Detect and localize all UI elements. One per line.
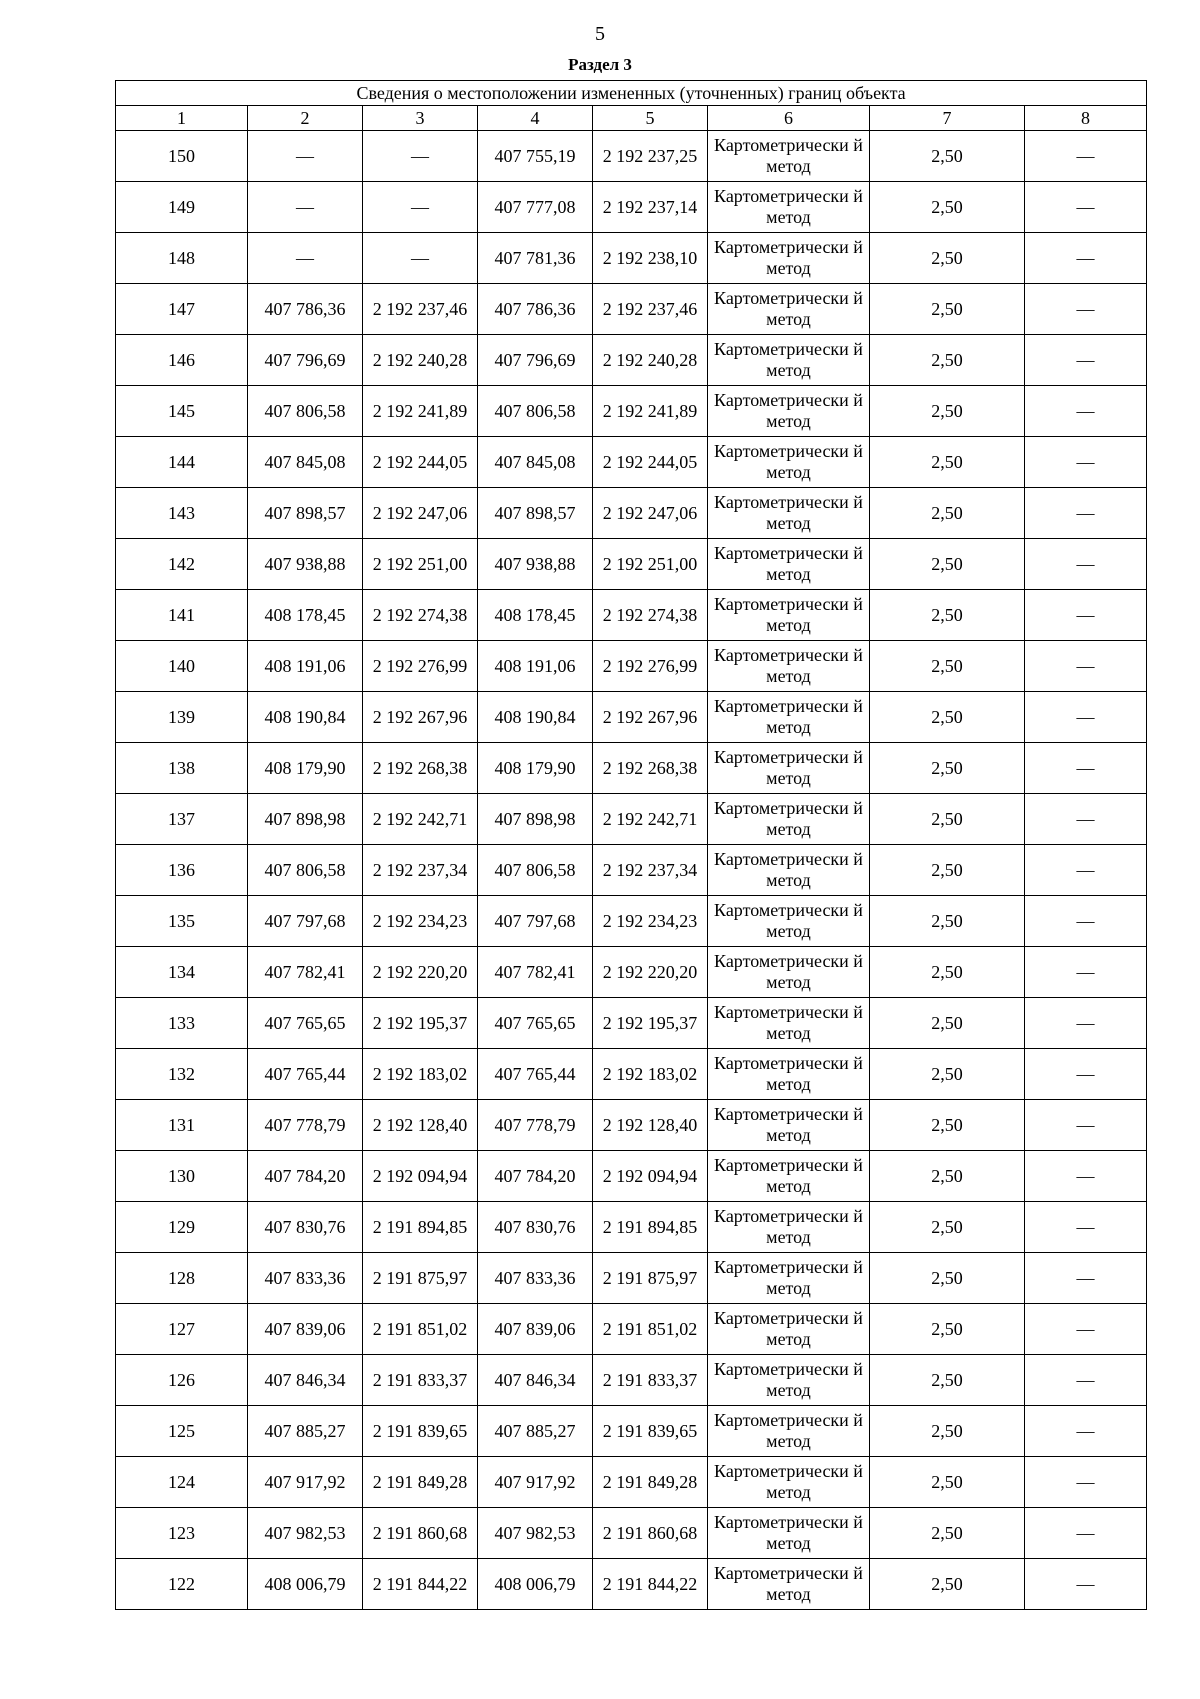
section-title: Раздел 3 <box>568 55 632 74</box>
point-number-cell: 126 <box>116 1355 248 1406</box>
table-row <box>116 488 1147 539</box>
x-new-cell: 407 845,08 <box>478 437 593 488</box>
point-number-cell: 129 <box>116 1202 248 1253</box>
accuracy-cell: 2,50 <box>870 437 1025 488</box>
point-number-cell: 132 <box>116 1049 248 1100</box>
y-old-cell: 2 192 244,05 <box>363 437 478 488</box>
accuracy-cell: 2,50 <box>870 386 1025 437</box>
description-cell: — <box>1025 1355 1147 1406</box>
x-new-cell: 407 781,36 <box>478 233 593 284</box>
point-number-cell: 135 <box>116 896 248 947</box>
table-row <box>116 284 1147 335</box>
method-cell: Картометрически й метод <box>708 1559 870 1610</box>
description-cell: — <box>1025 335 1147 386</box>
table-row <box>116 590 1147 641</box>
column-header: 6 <box>708 106 870 131</box>
accuracy-cell: 2,50 <box>870 1151 1025 1202</box>
method-cell: Картометрически й метод <box>708 743 870 794</box>
point-number-cell: 134 <box>116 947 248 998</box>
point-number-cell: 140 <box>116 641 248 692</box>
method-cell: Картометрически й метод <box>708 692 870 743</box>
method-cell: Картометрически й метод <box>708 233 870 284</box>
x-old-cell: 408 191,06 <box>248 641 363 692</box>
column-header: 5 <box>593 106 708 131</box>
column-header-row <box>116 106 1147 131</box>
y-old-cell: — <box>363 182 478 233</box>
x-old-cell: 407 786,36 <box>248 284 363 335</box>
y-new-cell: 2 192 094,94 <box>593 1151 708 1202</box>
description-cell: — <box>1025 1457 1147 1508</box>
y-old-cell: 2 192 183,02 <box>363 1049 478 1100</box>
table-row <box>116 1304 1147 1355</box>
x-new-cell: 407 786,36 <box>478 284 593 335</box>
x-new-cell: 407 797,68 <box>478 896 593 947</box>
x-old-cell: — <box>248 182 363 233</box>
table-row <box>116 539 1147 590</box>
description-cell: — <box>1025 437 1147 488</box>
accuracy-cell: 2,50 <box>870 1202 1025 1253</box>
accuracy-cell: 2,50 <box>870 896 1025 947</box>
x-new-cell: 408 190,84 <box>478 692 593 743</box>
column-header: 4 <box>478 106 593 131</box>
table-row <box>116 1151 1147 1202</box>
table-row <box>116 335 1147 386</box>
accuracy-cell: 2,50 <box>870 284 1025 335</box>
y-new-cell: 2 192 238,10 <box>593 233 708 284</box>
description-cell: — <box>1025 284 1147 335</box>
method-cell: Картометрически й метод <box>708 386 870 437</box>
x-new-cell: 408 006,79 <box>478 1559 593 1610</box>
table-body <box>116 131 1147 1610</box>
description-cell: — <box>1025 1304 1147 1355</box>
accuracy-cell: 2,50 <box>870 743 1025 794</box>
y-old-cell: 2 192 242,71 <box>363 794 478 845</box>
y-old-cell: 2 191 844,22 <box>363 1559 478 1610</box>
column-header: 2 <box>248 106 363 131</box>
x-new-cell: 407 777,08 <box>478 182 593 233</box>
y-old-cell: — <box>363 233 478 284</box>
table-row <box>116 1406 1147 1457</box>
y-old-cell: 2 192 237,46 <box>363 284 478 335</box>
point-number-cell: 148 <box>116 233 248 284</box>
accuracy-cell: 2,50 <box>870 590 1025 641</box>
method-cell: Картометрически й метод <box>708 182 870 233</box>
point-number-cell: 141 <box>116 590 248 641</box>
x-old-cell: 407 917,92 <box>248 1457 363 1508</box>
method-cell: Картометрически й метод <box>708 998 870 1049</box>
table-row <box>116 794 1147 845</box>
point-number-cell: 127 <box>116 1304 248 1355</box>
y-new-cell: 2 192 237,46 <box>593 284 708 335</box>
point-number-cell: 123 <box>116 1508 248 1559</box>
x-new-cell: 408 179,90 <box>478 743 593 794</box>
accuracy-cell: 2,50 <box>870 641 1025 692</box>
y-new-cell: 2 192 274,38 <box>593 590 708 641</box>
accuracy-cell: 2,50 <box>870 692 1025 743</box>
table-row <box>116 1559 1147 1610</box>
description-cell: — <box>1025 233 1147 284</box>
x-new-cell: 407 784,20 <box>478 1151 593 1202</box>
point-number-cell: 136 <box>116 845 248 896</box>
y-new-cell: 2 192 251,00 <box>593 539 708 590</box>
point-number-cell: 149 <box>116 182 248 233</box>
x-old-cell: 407 830,76 <box>248 1202 363 1253</box>
y-new-cell: 2 191 839,65 <box>593 1406 708 1457</box>
table-row <box>116 1100 1147 1151</box>
point-number-cell: 146 <box>116 335 248 386</box>
table-row <box>116 947 1147 998</box>
description-cell: — <box>1025 1100 1147 1151</box>
description-cell: — <box>1025 641 1147 692</box>
x-old-cell: 407 782,41 <box>248 947 363 998</box>
table-row <box>116 386 1147 437</box>
x-new-cell: 407 830,76 <box>478 1202 593 1253</box>
table-row <box>116 182 1147 233</box>
y-new-cell: 2 192 276,99 <box>593 641 708 692</box>
y-old-cell: 2 191 839,65 <box>363 1406 478 1457</box>
description-cell: — <box>1025 1508 1147 1559</box>
method-cell: Картометрически й метод <box>708 539 870 590</box>
x-new-cell: 407 833,36 <box>478 1253 593 1304</box>
description-cell: — <box>1025 794 1147 845</box>
accuracy-cell: 2,50 <box>870 1049 1025 1100</box>
y-old-cell: 2 192 267,96 <box>363 692 478 743</box>
column-header: 8 <box>1025 106 1147 131</box>
y-old-cell: 2 191 894,85 <box>363 1202 478 1253</box>
x-old-cell: 407 797,68 <box>248 896 363 947</box>
y-old-cell: 2 192 274,38 <box>363 590 478 641</box>
table-row <box>116 998 1147 1049</box>
column-header: 7 <box>870 106 1025 131</box>
point-number-cell: 143 <box>116 488 248 539</box>
y-old-cell: 2 192 247,06 <box>363 488 478 539</box>
y-new-cell: 2 192 237,25 <box>593 131 708 182</box>
description-cell: — <box>1025 743 1147 794</box>
accuracy-cell: 2,50 <box>870 233 1025 284</box>
x-old-cell: 407 796,69 <box>248 335 363 386</box>
description-cell: — <box>1025 182 1147 233</box>
y-new-cell: 2 192 237,14 <box>593 182 708 233</box>
y-old-cell: 2 192 094,94 <box>363 1151 478 1202</box>
description-cell: — <box>1025 1559 1147 1610</box>
x-old-cell: 407 833,36 <box>248 1253 363 1304</box>
x-new-cell: 407 898,98 <box>478 794 593 845</box>
description-cell: — <box>1025 590 1147 641</box>
accuracy-cell: 2,50 <box>870 794 1025 845</box>
x-old-cell: — <box>248 233 363 284</box>
x-new-cell: 407 898,57 <box>478 488 593 539</box>
table-row <box>116 896 1147 947</box>
x-new-cell: 407 778,79 <box>478 1100 593 1151</box>
column-header: 3 <box>363 106 478 131</box>
table-row <box>116 1508 1147 1559</box>
description-cell: — <box>1025 692 1147 743</box>
y-new-cell: 2 191 894,85 <box>593 1202 708 1253</box>
y-old-cell: 2 192 220,20 <box>363 947 478 998</box>
x-new-cell: 407 982,53 <box>478 1508 593 1559</box>
x-old-cell: 408 178,45 <box>248 590 363 641</box>
table-row <box>116 743 1147 794</box>
x-old-cell: 407 778,79 <box>248 1100 363 1151</box>
method-cell: Картометрически й метод <box>708 284 870 335</box>
y-old-cell: — <box>363 131 478 182</box>
point-number-cell: 142 <box>116 539 248 590</box>
point-number-cell: 122 <box>116 1559 248 1610</box>
description-cell: — <box>1025 1151 1147 1202</box>
method-cell: Картометрически й метод <box>708 1049 870 1100</box>
accuracy-cell: 2,50 <box>870 488 1025 539</box>
y-new-cell: 2 191 849,28 <box>593 1457 708 1508</box>
y-old-cell: 2 192 268,38 <box>363 743 478 794</box>
description-cell: — <box>1025 998 1147 1049</box>
description-cell: — <box>1025 845 1147 896</box>
method-cell: Картометрически й метод <box>708 488 870 539</box>
y-new-cell: 2 191 833,37 <box>593 1355 708 1406</box>
description-cell: — <box>1025 1202 1147 1253</box>
x-new-cell: 407 782,41 <box>478 947 593 998</box>
y-old-cell: 2 191 851,02 <box>363 1304 478 1355</box>
accuracy-cell: 2,50 <box>870 1355 1025 1406</box>
x-new-cell: 407 765,65 <box>478 998 593 1049</box>
x-old-cell: 407 765,65 <box>248 998 363 1049</box>
x-old-cell: 408 179,90 <box>248 743 363 794</box>
method-cell: Картометрически й метод <box>708 641 870 692</box>
point-number-cell: 133 <box>116 998 248 1049</box>
y-new-cell: 2 192 128,40 <box>593 1100 708 1151</box>
description-cell: — <box>1025 1406 1147 1457</box>
y-new-cell: 2 192 234,23 <box>593 896 708 947</box>
method-cell: Картометрически й метод <box>708 1355 870 1406</box>
y-new-cell: 2 192 240,28 <box>593 335 708 386</box>
y-new-cell: 2 191 860,68 <box>593 1508 708 1559</box>
page-number: 5 <box>595 23 605 45</box>
method-cell: Картометрически й метод <box>708 845 870 896</box>
y-old-cell: 2 191 860,68 <box>363 1508 478 1559</box>
x-old-cell: 407 846,34 <box>248 1355 363 1406</box>
method-cell: Картометрически й метод <box>708 1100 870 1151</box>
column-header: 1 <box>116 106 248 131</box>
x-old-cell: 408 006,79 <box>248 1559 363 1610</box>
table-row <box>116 641 1147 692</box>
y-new-cell: 2 192 195,37 <box>593 998 708 1049</box>
y-new-cell: 2 191 851,02 <box>593 1304 708 1355</box>
accuracy-cell: 2,50 <box>870 1253 1025 1304</box>
method-cell: Картометрически й метод <box>708 1202 870 1253</box>
description-cell: — <box>1025 131 1147 182</box>
x-new-cell: 407 806,58 <box>478 386 593 437</box>
x-new-cell: 407 846,34 <box>478 1355 593 1406</box>
x-new-cell: 408 191,06 <box>478 641 593 692</box>
y-old-cell: 2 192 241,89 <box>363 386 478 437</box>
method-cell: Картометрически й метод <box>708 131 870 182</box>
accuracy-cell: 2,50 <box>870 131 1025 182</box>
table-row <box>116 845 1147 896</box>
method-cell: Картометрически й метод <box>708 335 870 386</box>
accuracy-cell: 2,50 <box>870 539 1025 590</box>
x-old-cell: 407 806,58 <box>248 386 363 437</box>
accuracy-cell: 2,50 <box>870 182 1025 233</box>
x-new-cell: 407 917,92 <box>478 1457 593 1508</box>
x-new-cell: 407 885,27 <box>478 1406 593 1457</box>
point-number-cell: 150 <box>116 131 248 182</box>
y-old-cell: 2 191 833,37 <box>363 1355 478 1406</box>
y-old-cell: 2 192 234,23 <box>363 896 478 947</box>
point-number-cell: 138 <box>116 743 248 794</box>
accuracy-cell: 2,50 <box>870 1457 1025 1508</box>
method-cell: Картометрически й метод <box>708 1406 870 1457</box>
description-cell: — <box>1025 1049 1147 1100</box>
point-number-cell: 144 <box>116 437 248 488</box>
table-row <box>116 1253 1147 1304</box>
y-new-cell: 2 192 237,34 <box>593 845 708 896</box>
point-number-cell: 145 <box>116 386 248 437</box>
description-cell: — <box>1025 1253 1147 1304</box>
method-cell: Картометрически й метод <box>708 1304 870 1355</box>
table-row <box>116 233 1147 284</box>
x-old-cell: 407 806,58 <box>248 845 363 896</box>
y-new-cell: 2 192 247,06 <box>593 488 708 539</box>
x-old-cell: 407 885,27 <box>248 1406 363 1457</box>
accuracy-cell: 2,50 <box>870 1508 1025 1559</box>
table-row <box>116 1049 1147 1100</box>
accuracy-cell: 2,50 <box>870 947 1025 998</box>
y-old-cell: 2 192 251,00 <box>363 539 478 590</box>
method-cell: Картометрически й метод <box>708 1151 870 1202</box>
x-old-cell: 407 845,08 <box>248 437 363 488</box>
table-row <box>116 1202 1147 1253</box>
y-new-cell: 2 192 268,38 <box>593 743 708 794</box>
x-old-cell: 407 898,98 <box>248 794 363 845</box>
point-number-cell: 130 <box>116 1151 248 1202</box>
x-new-cell: 407 938,88 <box>478 539 593 590</box>
method-cell: Картометрически й метод <box>708 1253 870 1304</box>
x-new-cell: 407 839,06 <box>478 1304 593 1355</box>
table-row <box>116 1355 1147 1406</box>
method-cell: Картометрически й метод <box>708 437 870 488</box>
x-old-cell: 407 765,44 <box>248 1049 363 1100</box>
accuracy-cell: 2,50 <box>870 335 1025 386</box>
y-old-cell: 2 191 849,28 <box>363 1457 478 1508</box>
method-cell: Картометрически й метод <box>708 590 870 641</box>
table-caption: Сведения о местоположении измененных (уточненных) границ объекта <box>116 81 1147 106</box>
description-cell: — <box>1025 539 1147 590</box>
y-new-cell: 2 191 844,22 <box>593 1559 708 1610</box>
method-cell: Картометрически й метод <box>708 896 870 947</box>
x-old-cell: 407 898,57 <box>248 488 363 539</box>
method-cell: Картометрически й метод <box>708 1508 870 1559</box>
accuracy-cell: 2,50 <box>870 998 1025 1049</box>
description-cell: — <box>1025 386 1147 437</box>
point-number-cell: 128 <box>116 1253 248 1304</box>
point-number-cell: 147 <box>116 284 248 335</box>
coordinates-table <box>115 80 1147 1610</box>
accuracy-cell: 2,50 <box>870 1304 1025 1355</box>
x-old-cell: 408 190,84 <box>248 692 363 743</box>
y-new-cell: 2 192 183,02 <box>593 1049 708 1100</box>
description-cell: — <box>1025 947 1147 998</box>
y-new-cell: 2 191 875,97 <box>593 1253 708 1304</box>
x-new-cell: 407 755,19 <box>478 131 593 182</box>
point-number-cell: 124 <box>116 1457 248 1508</box>
y-new-cell: 2 192 267,96 <box>593 692 708 743</box>
description-cell: — <box>1025 896 1147 947</box>
accuracy-cell: 2,50 <box>870 845 1025 896</box>
x-old-cell: 407 839,06 <box>248 1304 363 1355</box>
point-number-cell: 139 <box>116 692 248 743</box>
x-old-cell: — <box>248 131 363 182</box>
x-new-cell: 407 796,69 <box>478 335 593 386</box>
accuracy-cell: 2,50 <box>870 1559 1025 1610</box>
table-row <box>116 692 1147 743</box>
x-new-cell: 407 806,58 <box>478 845 593 896</box>
accuracy-cell: 2,50 <box>870 1100 1025 1151</box>
method-cell: Картометрически й метод <box>708 947 870 998</box>
x-new-cell: 408 178,45 <box>478 590 593 641</box>
x-old-cell: 407 938,88 <box>248 539 363 590</box>
y-old-cell: 2 192 276,99 <box>363 641 478 692</box>
method-cell: Картометрически й метод <box>708 794 870 845</box>
point-number-cell: 137 <box>116 794 248 845</box>
y-new-cell: 2 192 241,89 <box>593 386 708 437</box>
x-old-cell: 407 784,20 <box>248 1151 363 1202</box>
table-row <box>116 1457 1147 1508</box>
table-row <box>116 437 1147 488</box>
y-old-cell: 2 192 195,37 <box>363 998 478 1049</box>
x-old-cell: 407 982,53 <box>248 1508 363 1559</box>
y-new-cell: 2 192 242,71 <box>593 794 708 845</box>
point-number-cell: 131 <box>116 1100 248 1151</box>
table-row <box>116 131 1147 182</box>
y-new-cell: 2 192 220,20 <box>593 947 708 998</box>
y-old-cell: 2 191 875,97 <box>363 1253 478 1304</box>
method-cell: Картометрически й метод <box>708 1457 870 1508</box>
point-number-cell: 125 <box>116 1406 248 1457</box>
y-old-cell: 2 192 240,28 <box>363 335 478 386</box>
y-old-cell: 2 192 128,40 <box>363 1100 478 1151</box>
y-old-cell: 2 192 237,34 <box>363 845 478 896</box>
description-cell: — <box>1025 488 1147 539</box>
y-new-cell: 2 192 244,05 <box>593 437 708 488</box>
x-new-cell: 407 765,44 <box>478 1049 593 1100</box>
accuracy-cell: 2,50 <box>870 1406 1025 1457</box>
